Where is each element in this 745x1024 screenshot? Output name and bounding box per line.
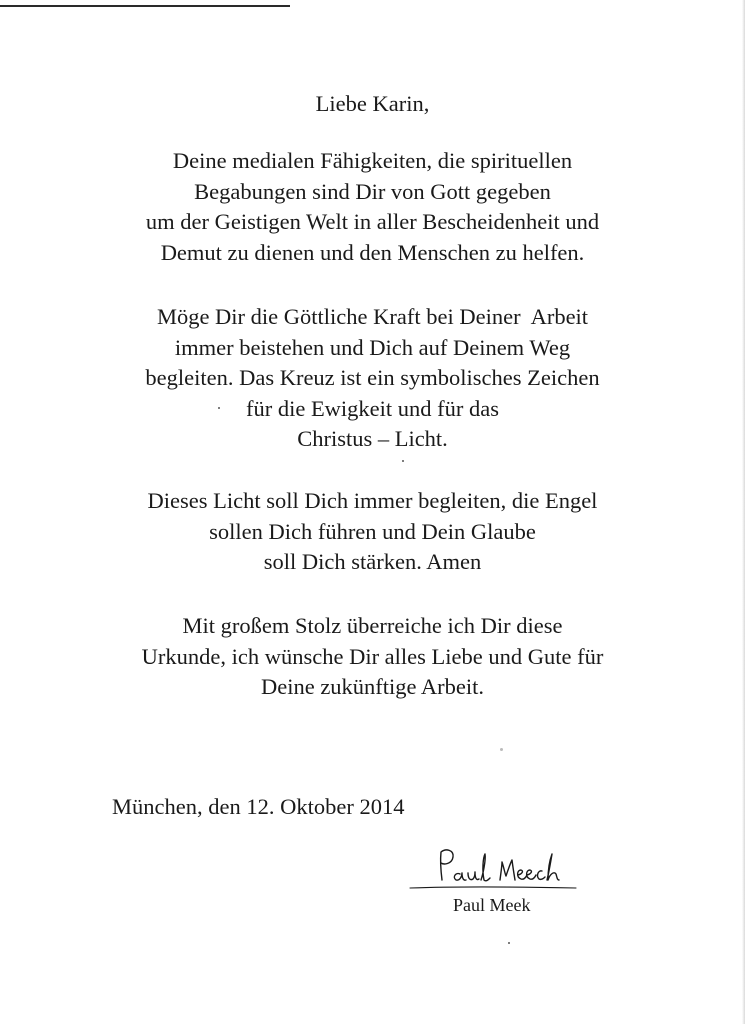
paragraph-line: Christus – Licht. <box>297 426 448 451</box>
paragraph-line: Demut zu dienen und den Menschen zu helfen. <box>160 239 585 265</box>
paragraph-line: Dieses Licht soll Dich immer begleiten, die Engel <box>147 488 598 513</box>
paragraph-line: Begabungen sind Dir von Gott gegeben <box>194 178 551 204</box>
paragraph-line: Mit großem Stolz überreiche ich Dir diese <box>182 613 563 638</box>
paragraph-line: begleiten. Das Kreuz ist ein symbolisches Zeichen <box>145 365 600 390</box>
paragraph-line: Deine zukünftige Arbeit. <box>260 674 485 699</box>
greeting-text: Liebe Karin, <box>315 91 430 116</box>
paragraph-3 <box>0 486 745 578</box>
paragraph-line: für die Ewigkeit und für das <box>245 395 500 421</box>
scan-border-line <box>0 5 290 7</box>
scan-speck <box>402 460 404 462</box>
paragraph-line: soll Dich stärken. Amen <box>263 549 482 574</box>
handwritten-signature <box>408 844 578 894</box>
scan-speck <box>500 748 503 751</box>
paragraph-line: sollen Dich führen und Dein Glaube <box>209 518 536 544</box>
paragraph-1 <box>0 146 745 268</box>
scan-speck <box>218 407 220 409</box>
paragraph-line: um der Geistigen Welt in aller Bescheidenheit und <box>145 209 600 234</box>
paragraph-line: Deine medialen Fähigkeiten, die spirituellen <box>172 148 573 173</box>
paragraph-line: Möge Dir die Göttliche Kraft bei Deiner Arbeit <box>156 304 589 329</box>
paragraph-line: immer beistehen und Dich auf Deinem Weg <box>174 334 571 360</box>
paragraph-4 <box>0 611 745 703</box>
signer-name: Paul Meek <box>453 895 531 915</box>
scan-speck <box>508 942 510 944</box>
paragraph-line: Urkunde, ich wünsche Dir alles Liebe und Gute für <box>141 643 604 669</box>
paragraph-2 <box>0 302 745 455</box>
place-date: München, den 12. Oktober 2014 <box>112 794 405 819</box>
letter-greeting <box>0 89 745 120</box>
